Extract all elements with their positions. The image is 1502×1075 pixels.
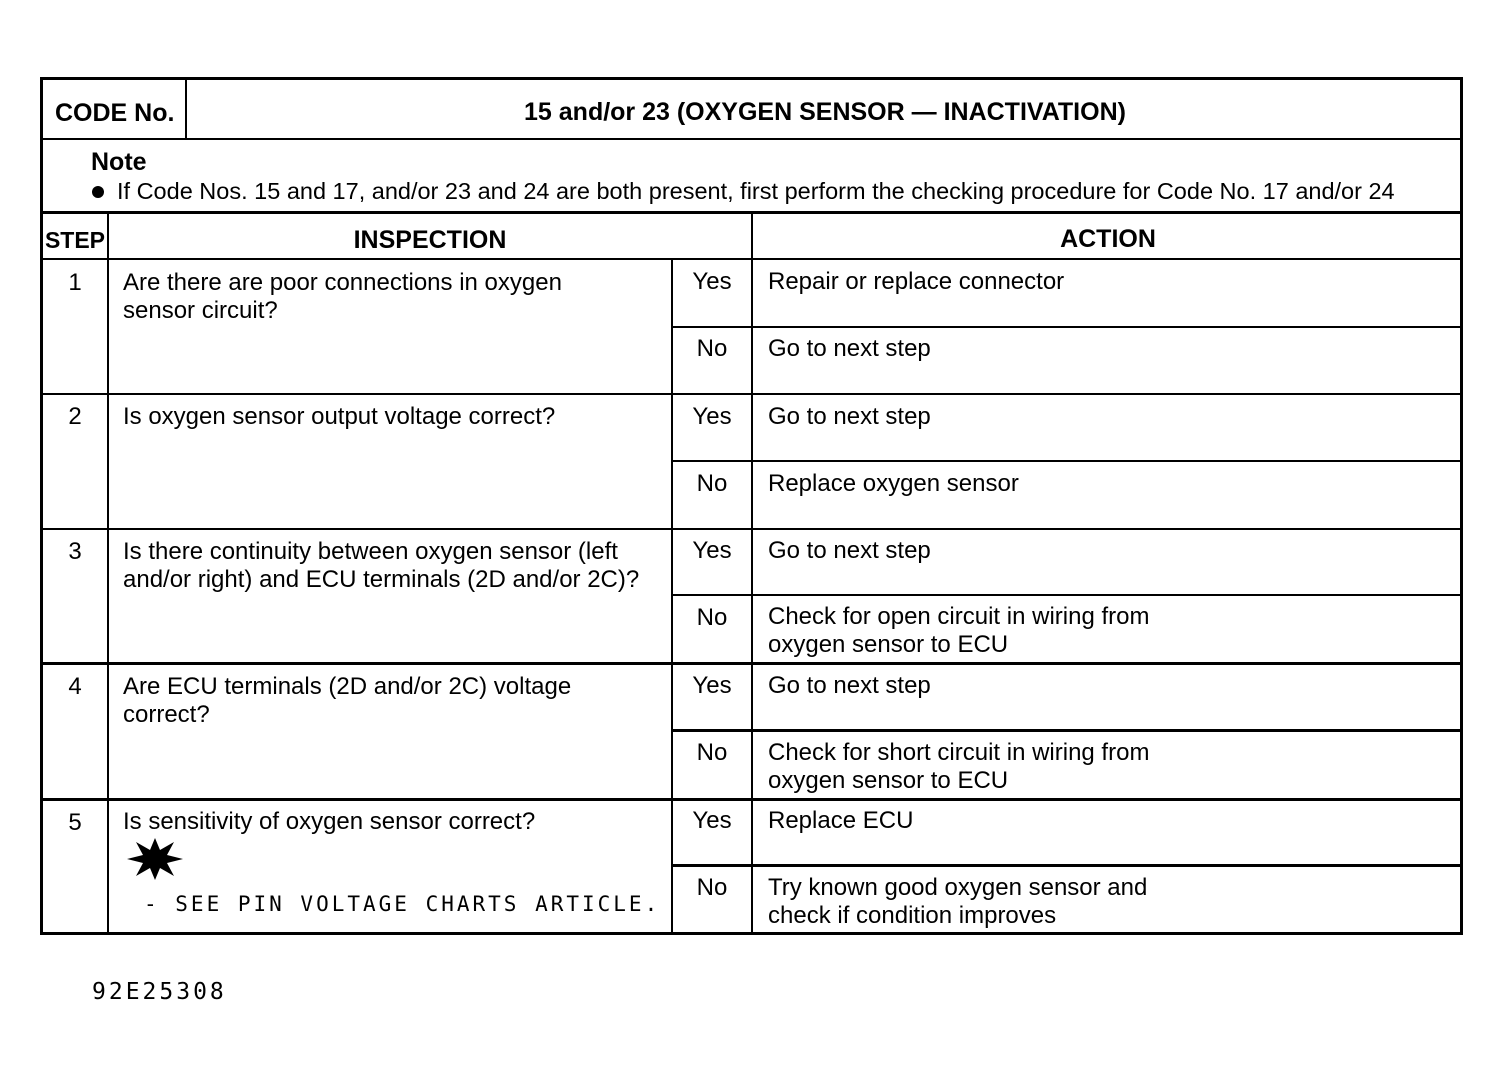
step-number: 3: [68, 538, 82, 565]
no-label: No: [696, 604, 728, 631]
divider: [43, 258, 1463, 260]
inspection-line: Is sensitivity of oxygen sensor correct?: [123, 808, 536, 835]
divider: [43, 211, 1463, 214]
no-label: No: [696, 335, 728, 362]
column-header-inspection: INSPECTION: [353, 226, 507, 254]
action-text: Replace oxygen sensor: [768, 470, 1019, 497]
divider: [43, 662, 1463, 665]
divider: [43, 798, 1463, 801]
divider: [671, 326, 1463, 328]
star-icon: [127, 838, 183, 880]
no-label: No: [696, 470, 728, 497]
yes-label: Yes: [692, 807, 732, 834]
column-header-step: STEP: [44, 227, 106, 253]
action-text: Go to next step: [768, 403, 931, 430]
inspection-line: Is there continuity between oxygen sensor (left: [123, 538, 618, 565]
divider: [671, 864, 1463, 867]
inspection-line: correct?: [123, 701, 210, 728]
yes-label: Yes: [692, 403, 732, 430]
inspection-line: Is oxygen sensor output voltage correct?: [123, 403, 556, 430]
divider: [671, 729, 1463, 732]
column-header-action: ACTION: [1060, 225, 1156, 253]
action-text: Try known good oxygen sensor and: [768, 874, 1148, 901]
code-label: CODE No.: [55, 99, 175, 127]
divider: [43, 393, 1463, 395]
reference-note: - SEE PIN VOLTAGE CHARTS ARTICLE.: [144, 892, 661, 916]
divider: [671, 594, 1463, 596]
divider: [671, 460, 1463, 462]
action-text: Check for short circuit in wiring from: [768, 739, 1150, 766]
action-text: oxygen sensor to ECU: [768, 631, 1009, 658]
bullet-icon: [92, 186, 104, 198]
divider: [43, 138, 1463, 140]
figure-id: 92E25308: [92, 979, 227, 1005]
yes-label: Yes: [692, 268, 732, 295]
step-number: 2: [68, 403, 82, 430]
action-text: Check for open circuit in wiring from: [768, 603, 1150, 630]
action-text: oxygen sensor to ECU: [768, 767, 1009, 794]
page-title: 15 and/or 23 (OXYGEN SENSOR — INACTIVATION): [524, 98, 1126, 126]
code-table: [40, 77, 1463, 935]
no-label: No: [696, 874, 728, 901]
inspection-line: Are there are poor connections in oxygen: [123, 269, 562, 296]
step-number: 1: [68, 269, 82, 296]
note-title: Note: [91, 148, 147, 176]
step-number: 5: [68, 809, 82, 836]
step-number: 4: [68, 673, 82, 700]
action-text: Go to next step: [768, 335, 931, 362]
no-label: No: [696, 739, 728, 766]
action-text: Replace ECU: [768, 807, 914, 834]
action-text: Repair or replace connector: [768, 268, 1065, 295]
note-text: If Code Nos. 15 and 17, and/or 23 and 24 are both present, first perform the checking procedure for Code No. 17 and/or 24: [117, 178, 1395, 204]
yes-label: Yes: [692, 537, 732, 564]
inspection-line: and/or right) and ECU terminals (2D and/or 2C)?: [123, 566, 640, 593]
divider: [751, 214, 753, 935]
inspection-line: sensor circuit?: [123, 297, 278, 324]
inspection-line: Are ECU terminals (2D and/or 2C) voltage: [123, 673, 572, 700]
divider: [107, 214, 109, 935]
action-text: Go to next step: [768, 537, 931, 564]
yes-label: Yes: [692, 672, 732, 699]
action-text: Go to next step: [768, 672, 931, 699]
divider: [43, 528, 1463, 530]
action-text: check if condition improves: [768, 902, 1057, 929]
